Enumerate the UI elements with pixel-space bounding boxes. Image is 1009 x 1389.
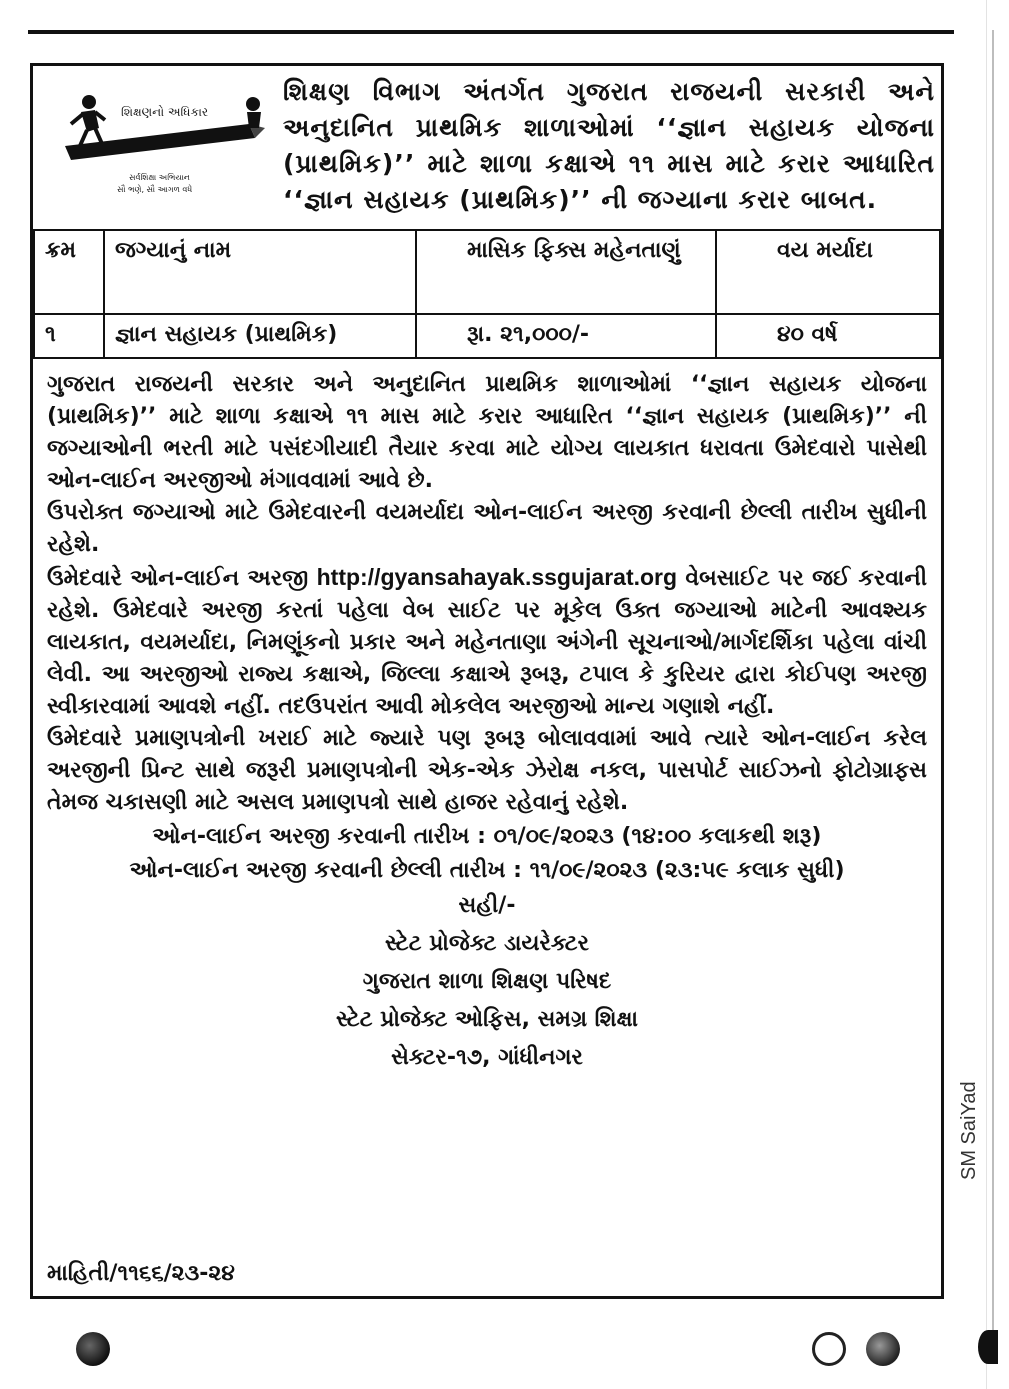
- header-age: વય મર્યાદા: [716, 230, 940, 314]
- logo-name: શિક્ષણનો અધિકાર: [121, 105, 209, 119]
- advertisement-header: [33, 66, 941, 229]
- logo-tagline-1: સર્વશિક્ષા અભિયાન: [129, 173, 190, 182]
- header-salary: માસિક ફિક્સ મહેનતાણું: [416, 230, 716, 314]
- last-date: ઓન-લાઈન અરજી કરવાની છેલ્લી તારીખ : ૧૧/૦૯/૨૦૨૩ (૨૩:૫૯ કલાક સુધી): [129, 858, 845, 883]
- punch-hole-icon: [866, 1332, 900, 1366]
- header-post: જગ્યાનું નામ: [104, 230, 416, 314]
- apply-text-rest: વેબસાઈટ પર જઈ કરવાની રહેશે. ઉમેદવારે અરજી કરતાં પહેલા વેબ સાઈટ પર મૂકેલ ઉક્ત જગ્યાઓ માટેની આવશ્યક લાયકાત, વયમર્યાદા, નિમણૂંકનો પ્રકાર અને મહેનતાણા અંગેની સૂચનાઓ/માર્ગદર્શિકા પહેલા વાંચી લેવી. આ અરજીઓ રાજ્ય કક્ષાએ, જિલ્લા કક્ષાએ રૂબરૂ, ટપાલ કે કુરિયર દ્વારા કોઈપણ અરજી સ્વીકારવામાં આવશે નહીં. તદઉપરાંત આવી મોકલેલ અરજીઓ માન્ય ગણાશે નહીં.: [47, 566, 928, 719]
- row-age: ૪૦ વર્ષ: [716, 314, 940, 358]
- table-header-row: [34, 230, 940, 314]
- apply-text-start: ઉમેદવારે ઓન-લાઈન અરજી: [47, 566, 309, 591]
- signature-block: [47, 887, 927, 1077]
- ssa-logo-icon: [51, 84, 273, 212]
- signature-sign: સહી/-: [458, 893, 516, 918]
- ring-hole-icon: [812, 1332, 846, 1366]
- advertisement-title: શિક્ષણ વિભાગ અંતર્ગત ગુજરાત રાજયની સરકારી અને અનુદાનિત પ્રાથમિક શાળાઓમાં ‘‘જ્ઞાન સહાયક યોજના (પ્રાથમિક)’’ માટે શાળા કક્ષાએ ૧૧ માસ માટે કરાર આધારિત ‘‘જ્ઞાન સહાયક (પ્રાથમિક)’’ ની જગ્યાના કરાર બાબત.: [283, 77, 935, 214]
- logo-tagline-2: સૌ ભણે, સૌ આગળ વધે: [117, 185, 193, 194]
- paragraph-apply-online: [47, 561, 927, 723]
- website-link[interactable]: http://gyansahayak.ssgujarat.org: [316, 564, 678, 590]
- row-no: ૧: [34, 314, 104, 358]
- row-salary: રૂા. ૨૧,૦૦૦/-: [416, 314, 716, 358]
- paragraph-age-limit: ઉપરોક્ત જગ્યાઓ માટે ઉમેદવારની વયમર્યાદા ઓન-લાઈન અરજી કરવાની છેલ્લી તારીખ સુધીની રહેશે.: [47, 500, 927, 557]
- signature-office: સ્ટેટ પ્રોજેક્ટ ઓફિસ, સમગ્ર શિક્ષા: [336, 1007, 638, 1032]
- signature-address: સેક્ટર-૧૭, ગાંધીનગર: [391, 1045, 583, 1070]
- header-no: ક્રમ: [34, 230, 104, 314]
- signature-designation: સ્ટેટ પ્રોજેક્ટ ડાયરેક્ટર: [385, 931, 589, 956]
- page-edge: [986, 0, 987, 1389]
- signature-organization: ગુજરાત શાળા શિક્ષણ પરિષદ: [362, 969, 612, 994]
- advertisement-body: [47, 369, 927, 1077]
- table-row: [34, 314, 940, 358]
- start-date: ઓન-લાઈન અરજી કરવાની તારીખ : ૦૧/૦૯/૨૦૨૩ (૧૪:૦૦ કલાકથી શરૂ): [152, 824, 822, 849]
- row-post: જ્ઞાન સહાયક (પ્રાથમિક): [104, 314, 416, 358]
- punch-hole-icon: [76, 1332, 110, 1366]
- posts-table: [33, 229, 941, 359]
- photo-credit: SM SaiYad: [958, 1081, 980, 1180]
- advertisement-box: [30, 63, 944, 1299]
- page-edge-shadow: [992, 30, 994, 1360]
- paragraph-intro: ગુજરાત રાજયની સરકાર અને અનુદાનિત પ્રાથમિક શાળાઓમાં ‘‘જ્ઞાન સહાયક યોજના (પ્રાથમિક)’’ માટે શાળા કક્ષાએ ૧૧ માસ માટે કરાર આધારિત ‘‘જ્ઞાન સહાયક (પ્રાથમિક)’’ ની જગ્યાઓની ભરતી માટે પસંદગીયાદી તૈયાર કરવા માટે યોગ્ય લાયકાત ધરાવતા ઉમેદવારો પાસેથી ઓન-લાઈન અરજીઓ મંગાવવામાં આવે છે.: [47, 372, 927, 493]
- paragraph-verification: ઉમેદવારે પ્રમાણપત્રોની ખરાઈ માટે જ્યારે પણ રૂબરૂ બોલાવવામાં આવે ત્યારે ઓન-લાઈન કરેલ અરજીની પ્રિન્ટ સાથે જરૂરી પ્રમાણપત્રોની એક-એક ઝેરોક્ષ નકલ, પાસપોર્ટ સાઈઝનો ફોટોગ્રાફસ તેમજ ચકાસણી માટે અસલ પ્રમાણપત્રો સાથે હાજર રહેવાનું રહેશે.: [47, 726, 927, 815]
- top-rule: [28, 30, 954, 34]
- reference-number: માહિતી/૧૧૬૬/૨૩-૨૪: [47, 1261, 235, 1286]
- punch-hole-icon: [978, 1330, 998, 1364]
